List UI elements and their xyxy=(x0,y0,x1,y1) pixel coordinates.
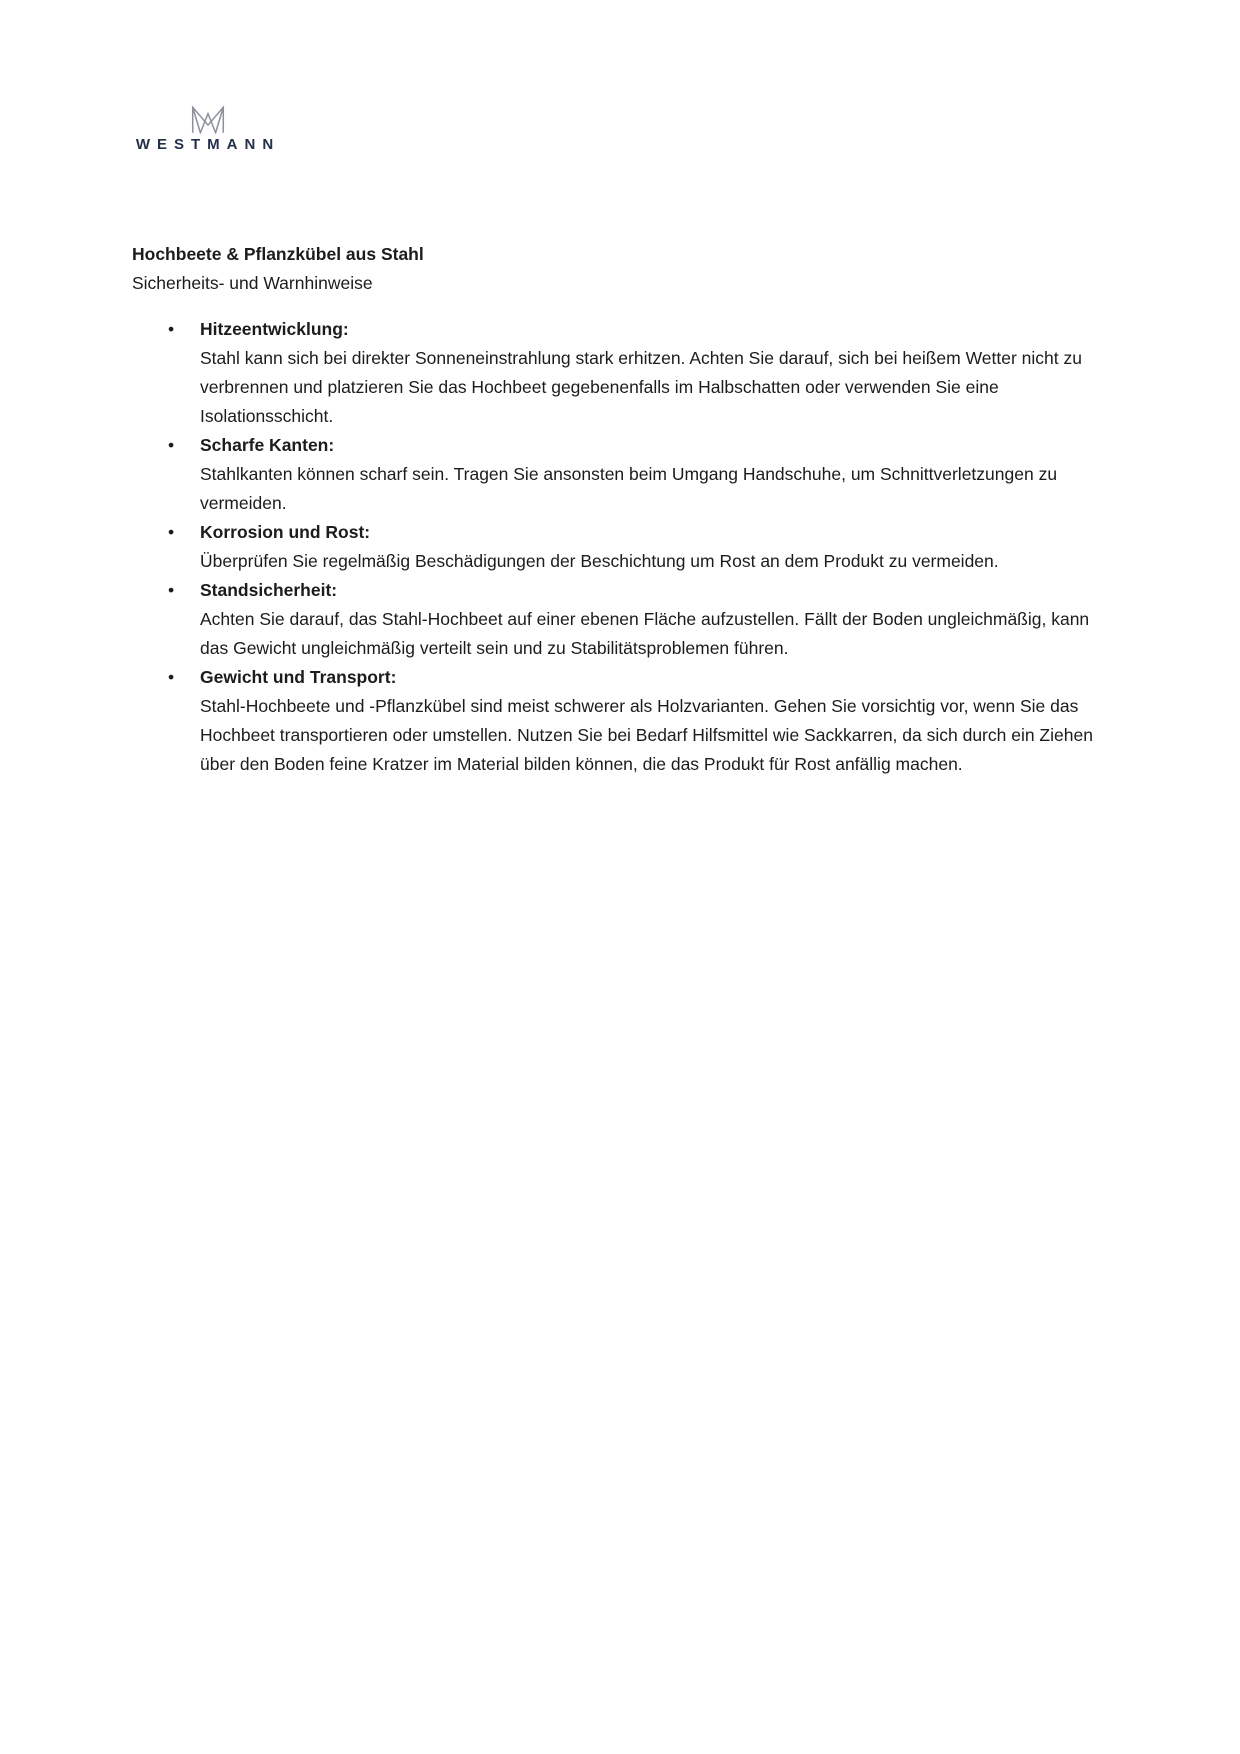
list-item xyxy=(132,431,1114,518)
page-title: Hochbeete & Pflanzkübel aus Stahl xyxy=(132,244,424,264)
document-content xyxy=(132,240,1114,779)
bullet-heading: • Gewicht und Transport: xyxy=(200,667,397,687)
list-item xyxy=(132,315,1114,431)
bullet-body: Überprüfen Sie regelmäßig Beschädigungen der Beschichtung um Rost an dem Produkt zu vermeiden. xyxy=(200,551,999,571)
list-item xyxy=(132,576,1114,663)
page-subtitle: Sicherheits- und Warnhinweise xyxy=(132,273,373,293)
warning-list xyxy=(132,315,1114,779)
bullet-body: Stahl-Hochbeete und -Pflanzkübel sind meist schwerer als Holzvarianten. Gehen Sie vorsichtig vor, wenn Sie das Hochbeet transportieren oder umstellen. Nutzen Sie bei Bedarf Hilfsmittel wie Sackkarren, da sich durch ein Ziehen über den Boden feine Kratzer im Material bilden können, die das Produkt für Rost anfällig machen. xyxy=(200,696,1093,774)
wm-monogram-icon xyxy=(191,106,225,134)
bullet-heading: • Korrosion und Rost: xyxy=(200,522,371,542)
list-item xyxy=(132,663,1114,779)
bullet-heading: • Standsicherheit: xyxy=(200,580,338,600)
brand-wordmark: WESTMANN xyxy=(135,136,281,153)
brand-logo xyxy=(133,106,283,153)
bullet-body: Achten Sie darauf, das Stahl-Hochbeet auf einer ebenen Fläche aufzustellen. Fällt der Boden ungleichmäßig, kann das Gewicht ungleichmäßig verteilt sein und zu Stabilitätsproblemen führen. xyxy=(200,609,1090,658)
bullet-heading: • Hitzeentwicklung: xyxy=(200,319,349,339)
bullet-body: Stahlkanten können scharf sein. Tragen Sie ansonsten beim Umgang Handschuhe, um Schnittverletzungen zu vermeiden. xyxy=(200,464,1058,513)
bullet-body: Stahl kann sich bei direkter Sonneneinstrahlung stark erhitzen. Achten Sie darauf, sich bei heißem Wetter nicht zu verbrennen und platzieren Sie das Hochbeet gegebenenfalls im Halbschatten oder verwenden Sie eine Isolationsschicht. xyxy=(200,348,1082,426)
list-item xyxy=(132,518,1114,576)
bullet-heading: • Scharfe Kanten: xyxy=(200,435,335,455)
